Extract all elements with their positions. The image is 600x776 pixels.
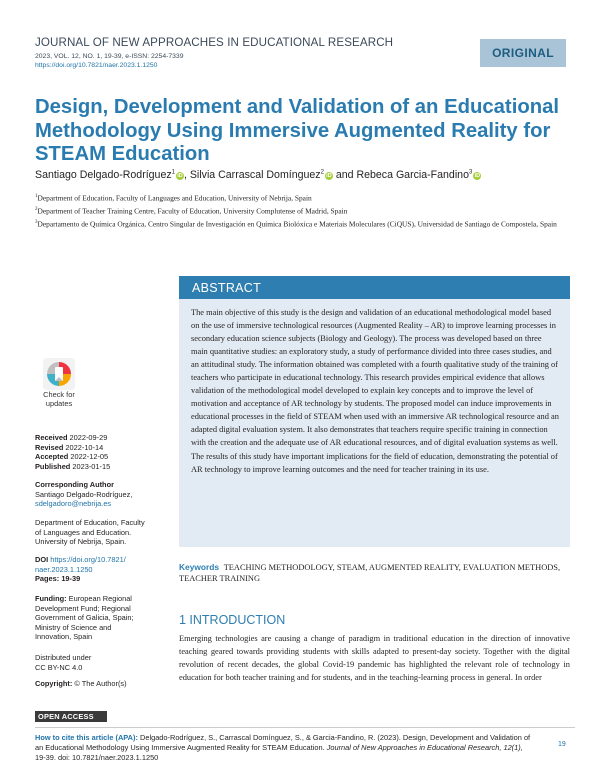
- affiliation-text: Department of Teacher Training Centre, Faculty of Education, University Complutense of Madrid, Spain: [37, 206, 348, 216]
- check-for-updates-button[interactable]: [35, 358, 83, 414]
- article-doi: [35, 555, 175, 584]
- citation: [35, 733, 535, 763]
- copyright: [35, 679, 175, 689]
- journal-doi-link[interactable]: https://doi.org/10.7821/naer.2023.1.1250: [35, 62, 158, 69]
- author-name: , Silvia Carrascal Domínguez: [183, 169, 321, 181]
- keywords-text: TEACHING METHODOLOGY, STEAM, AUGMENTED REALITY, EVALUATION METHODS, TEACHER TRAINING: [179, 563, 561, 584]
- open-access-badge: OPEN ACCESS: [35, 711, 107, 722]
- affiliation-text: Departamento de Química Orgánica, Centro Singular de Investigación en Química Biolóxica e Materiais Moleculares (CiQUS), Universidad de Santiago de Compostela, Spain: [37, 219, 557, 229]
- license-line: CC BY-NC 4.0: [35, 662, 83, 672]
- funding-line: Development Fund; Regional: [35, 603, 131, 613]
- funding: [35, 594, 175, 642]
- abstract-text: The main objective of this study is the design and validation of an educational methodological model based on the use of immersive technological resources (Augmented Reality – AR) to improve learning processes in secondary education science subjects (Biology and Geology). The process was developed based on three main quantitative studies: an exploratory study, a study of performance divided into three cases studies, and an attitudinal study. The information obtained was completed with a fourth qualitative study of the training of teachers who participate in educational technology. This research provides empirical evidence that allows validation of the methodological model developed to explain key concepts and to improve the level of motivation and acceptance of AR technology by students. The proposed model can induce improvements in educational processes in the field of STEAM when used with an immersive AR technological resource and an adapted digital evaluation system. It also demonstrates that teachers require specific training in connection with the creation and the adequate use of AR educational resources, and of digital evaluation systems as well. The results of this study have important implications for the field of education, demonstrating the potential of AR technology to improve learning outcomes and the need for teacher training in its use.: [191, 308, 559, 474]
- citation-journal: Journal of New Approaches in Educational Research, 12(1),: [326, 743, 523, 752]
- corresponding-email-link[interactable]: sdelgadoro@nebrija.es: [35, 499, 112, 509]
- funding-label: Funding:: [35, 594, 67, 603]
- keywords: [179, 562, 574, 584]
- revised-date: Revised 2022-10-14: [35, 442, 104, 452]
- doi-label: DOI: [35, 555, 49, 564]
- department-line: of Languages and Education.: [35, 527, 132, 537]
- crossmark-icon: [41, 358, 77, 390]
- article-type-badge: ORIGINAL: [480, 39, 566, 67]
- keywords-label: Keywords: [179, 562, 220, 572]
- copyright-label: Copyright:: [35, 679, 73, 688]
- orcid-icon[interactable]: iD: [474, 173, 481, 179]
- footer-divider: [35, 727, 575, 728]
- author-affiliation-marker: 3: [468, 169, 473, 176]
- affiliation: [35, 192, 575, 204]
- abstract-heading: ABSTRACT: [179, 276, 570, 299]
- section-heading-introduction: 1 INTRODUCTION: [179, 613, 286, 627]
- journal-name: JOURNAL OF NEW APPROACHES IN EDUCATIONAL RESEARCH: [35, 36, 394, 49]
- affiliation: [35, 218, 575, 230]
- citation-text: Delgado-Rodríguez, S., Carrascal Domínguez, S., & Garcia-Fandino, R. (2023). Design, Development and Validation of an Educational Methodology Using Immersive Augmented Reality for STEAM Education.: [35, 733, 531, 752]
- corresponding-label: Corresponding Author: [35, 480, 114, 489]
- department-line: Department of Education, Faculty: [35, 518, 145, 527]
- check-for-updates-label: [35, 391, 83, 408]
- author-name: and Rebeca Garcia-Fandino: [332, 169, 469, 181]
- license-line: Distributed under: [35, 653, 92, 662]
- doi-link[interactable]: https://doi.org/10.7821/: [50, 555, 126, 564]
- affiliation-number: 3: [35, 220, 38, 225]
- check-label-line: Check for: [43, 390, 75, 399]
- affiliation: [35, 205, 575, 217]
- citation-doi: 19-39. doi: 10.7821/naer.2023.1.1250: [35, 753, 159, 762]
- author-affiliation-marker: 1: [171, 169, 175, 176]
- corresponding-name: Santiago Delgado-Rodríguez,: [35, 489, 133, 499]
- orcid-icon[interactable]: iD: [177, 173, 183, 179]
- author-list: [35, 169, 481, 181]
- accepted-date: Accepted 2022-12-05: [35, 452, 109, 462]
- author-name: Santiago Delgado-Rodríguez: [35, 169, 172, 181]
- introduction-text: Emerging technologies are causing a change of paradigm in traditional education in the direction of innovative teaching geared towards providing students with skills adapted to present-day society. Together with the digital revolution of recent decades, the global Covid-19 pandemic has highlighted the relevant role of technology in education for both teacher training and for students, and in the teaching-learning process in general. In order: [179, 634, 570, 682]
- department-line: University of Nebrija, Spain.: [35, 537, 127, 547]
- article-dates: [35, 433, 175, 471]
- check-label-line: updates: [45, 398, 73, 408]
- pages: Pages: 19-39: [35, 574, 81, 584]
- doi-link-continued[interactable]: naer.2023.1.1250: [35, 564, 93, 574]
- funding-line: European Regional: [68, 594, 132, 603]
- funding-line: Ministry of Science and: [35, 622, 112, 632]
- copyright-text: © The Author(s): [74, 679, 127, 688]
- affiliation-number: 1: [35, 194, 38, 199]
- funding-line: Innovation, Spain: [35, 632, 93, 642]
- journal-meta: 2023, VOL. 12, NO. 1, 19-39, e-ISSN: 2254-7339: [35, 53, 184, 60]
- published-date: Published 2023-01-15: [35, 461, 111, 471]
- received-date: Received 2022-09-29: [35, 433, 108, 442]
- citation-label: How to cite this article (APA):: [35, 733, 138, 742]
- corresponding-department: [35, 518, 175, 547]
- article-title: Design, Development and Validation of an Educational Methodology Using Immersive Augmented Reality for STEAM Education: [35, 96, 560, 165]
- license: [35, 653, 175, 672]
- affiliation-text: Department of Education, Faculty of Languages and Education, University of Nebrija, Spain: [37, 193, 312, 203]
- corresponding-author: [35, 480, 175, 509]
- page-number: 19: [558, 741, 566, 748]
- orcid-icon[interactable]: iD: [326, 173, 332, 179]
- author-affiliation-marker: 2: [320, 169, 324, 176]
- affiliation-number: 2: [35, 207, 38, 212]
- funding-line: Government of Galicia, Spain;: [35, 613, 134, 623]
